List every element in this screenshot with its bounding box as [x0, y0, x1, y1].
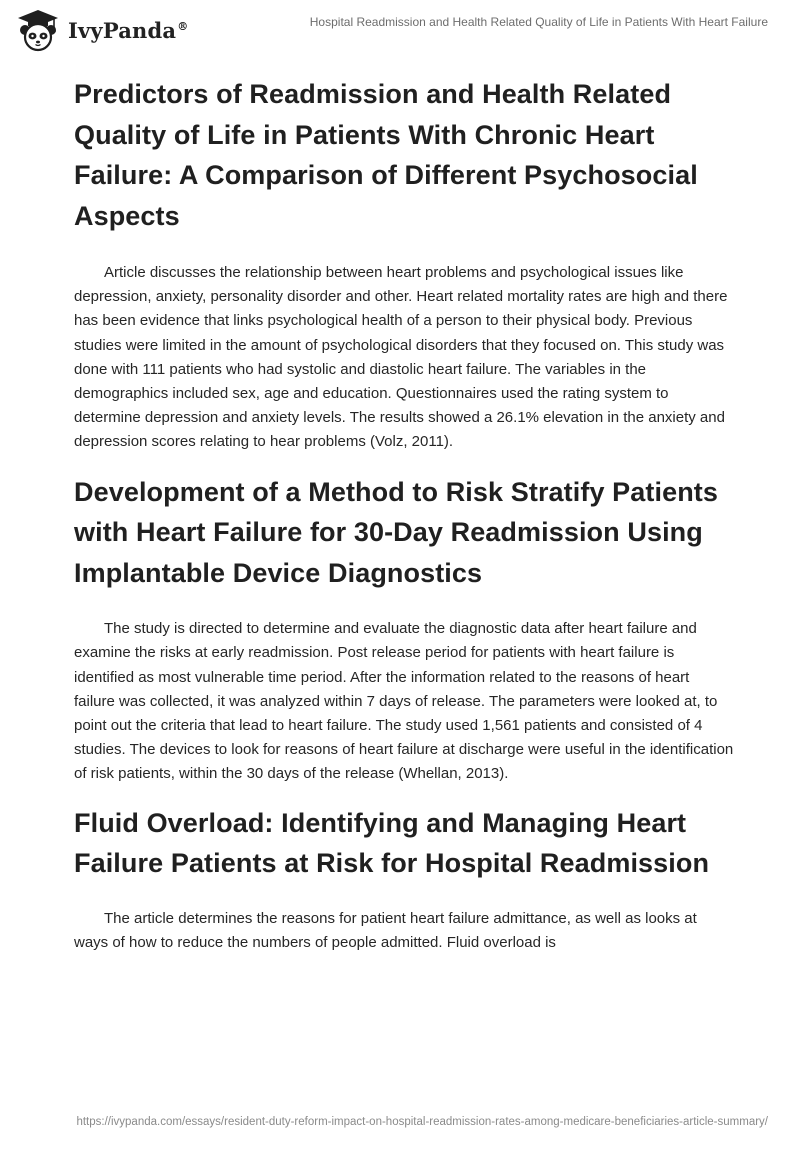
- section-1-heading: Predictors of Readmission and Health Related Quality of Life in Patients With Chronic Heart Failure: A Comparison of Different Psychosocial Aspects: [74, 79, 698, 231]
- section-3-paragraph: The article determines the reasons for patient heart failure admittance, as well as looks at ways of how to reduce the numbers of people admitted. Fluid overload is: [74, 909, 697, 951]
- section-3-heading: Fluid Overload: Identifying and Managing Heart Failure Patients at Risk for Hospital Readmission: [74, 807, 710, 879]
- section-1-paragraph: Article discusses the relationship between heart problems and psychological issues like depression, anxiety, personality disorder and other. Heart related mortality rates are high and there has been evidence that links psychological health of a person to their physical body. Previous studies were limited in the amount of psychological disorders that they focused on. This study was done with 111 patients who had systolic and diastolic heart failure. The variables in the demographics included sex, age and education. Questionnaires used the rating system to determine depression and anxiety levels. The results showed a 26.1% elevation in the anxiety and depression scores relating to hear problems (Volz, 2011).: [74, 264, 728, 451]
- source-url[interactable]: https://ivypanda.com/essays/resident-duty-reform-impact-on-hospital-readmission-rates-among-medicare-beneficiaries-article-summary/: [76, 1116, 768, 1128]
- brand-name: IvyPanda®: [68, 17, 189, 43]
- section-2-heading: Development of a Method to Risk Stratify Patients with Heart Failure for 30-Day Readmission Using Implantable Device Diagnostics: [74, 476, 719, 588]
- section-2-paragraph: The study is directed to determine and evaluate the diagnostic data after heart failure and examine the risks at early readmission. Post release period for patients with heart failure is identified as most vulnerable time period. After the information related to the reasons of heart failure was collected, it was analyzed within 7 days of release. The parameters were looked at, to point out the criteria that lead to heart failure. The study used 1,561 patients and consisted of 4 studies. The devices to look for reasons of heart failure at discharge were useful in the identification of risk patients, within the 30 days of the release (Whellan, 2013).: [74, 620, 734, 783]
- page-header: [0, 0, 800, 60]
- document-title: Hospital Readmission and Health Related Quality of Life in Patients With Heart Failure: [309, 15, 768, 29]
- ivypanda-logo[interactable]: [14, 8, 188, 52]
- essay-content: [74, 70, 734, 955]
- panda-graduate-icon: [14, 8, 62, 52]
